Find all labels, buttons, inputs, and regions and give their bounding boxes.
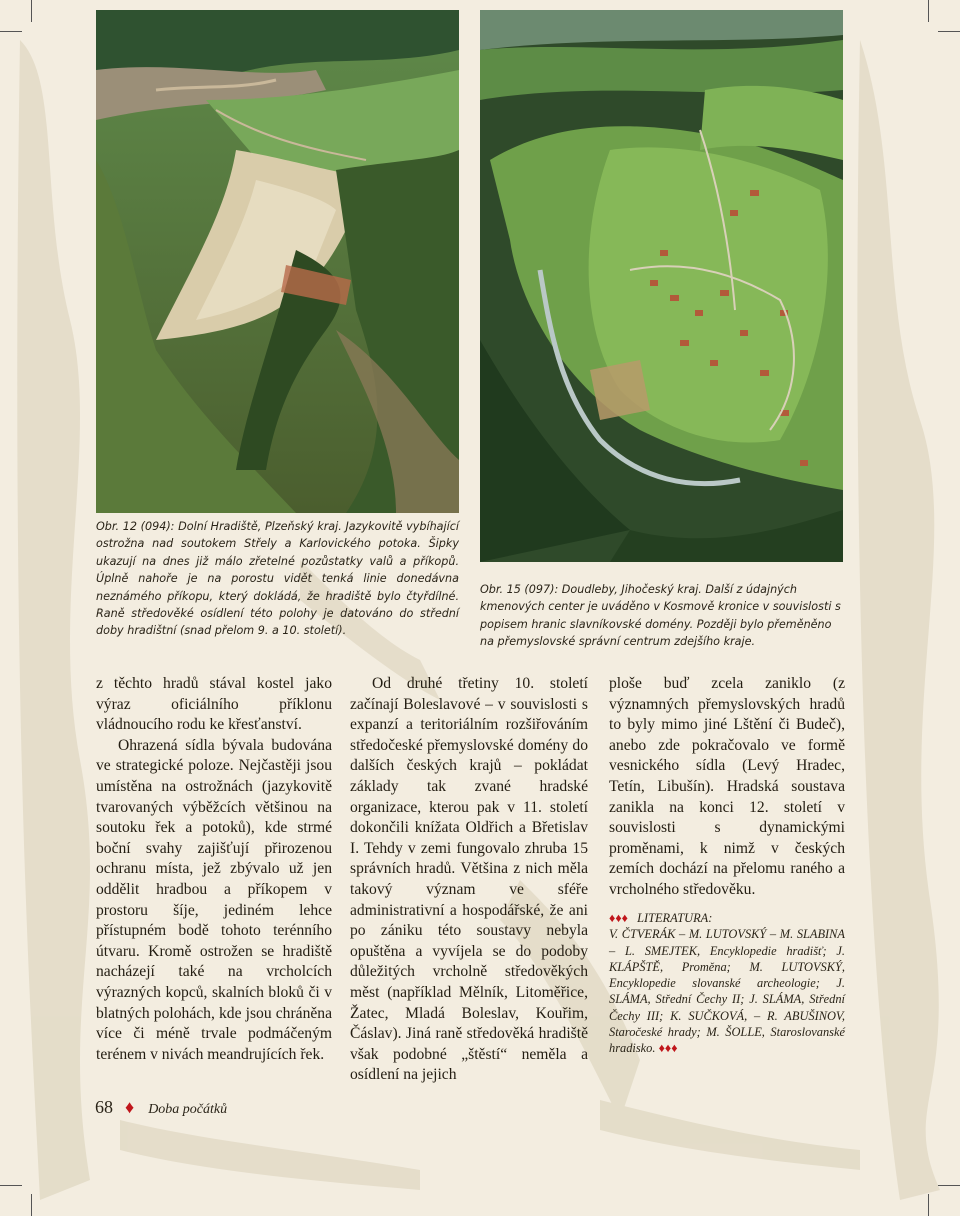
aerial-photo-doudleby	[480, 10, 843, 562]
paragraph: ploše buď zcela zaniklo (z významných přemyslovských hradů to byly mimo jiné Lštění či Budeč), anebo zde pokračovalo ve formě vesnického sídla (Levý Hradec, Tetín, Libušín). Hradská soustava zanikla na konci 12. století v souvislosti s dynamickými proměnami, k nimž v českých zemích dochází na přelomu raného a vrcholného středověku.	[609, 675, 845, 898]
literature-heading: LITERATURA:	[637, 911, 713, 925]
page-footer	[95, 1097, 227, 1118]
figure-caption-left: Obr. 12 (094): Dolní Hradiště, Plzeňský kraj. Jazykovitě vybíhající ostrožna nad soutokem Střely a Karlovického potoka. Šipky ukazují na dnes již málo zřetelné pozůstatky valů a příkopů. Úplně nahoře je na porostu vidět tenká linie donedávna neznámého příkopu, který dokládá, že hradiště bylo čtyřdílné. Raně středověké osídlení této polohy je datováno do střední doby hradištní (snad přelom 9. a 10. století).	[96, 520, 459, 638]
paragraph: Od druhé třetiny 10. století začínají Boleslavové – v souvislosti s expanzí a teritoriálním rozšiřováním středočeské přemyslovské domény do dalších českých krajů – pokládat základy tak zvané hradské organizace, kterou pak v 11. století dokončili knížata Oldřich a Břetislav I. Tehdy v zemi fungovalo zhruba 15 správních hradů. Většina z nich měla takový význam ve sféře administrativní a hospodářské, že ani po zániku této soustavy nebyla opuštěna a vyvíjela se do podoby důležitých vrcholně středověkých měst (například Mělník, Litoměřice, Žatec, Mladá Boleslav, Kouřim, Čáslav). Jiná raně středověká hradiště však podobné „štěstí“ neměla a osídlení na jejich	[350, 675, 588, 1084]
section-title: Doba počátků	[148, 1102, 228, 1117]
crop-mark	[31, 0, 32, 22]
crop-mark	[938, 1185, 960, 1186]
paragraph: z těchto hradů stával kostel jako výraz oficiálního příklonu vládnoucího rodu ke křesťanství.	[96, 675, 332, 734]
crop-mark	[938, 31, 960, 32]
crop-mark	[0, 1185, 22, 1186]
paragraph: Ohrazená sídla bývala budována ve strategické poloze. Nejčastěji jsou umístěna na ostrožnách (jazykovitě tvarovaných výběžcích většinou na soutoku řek a potoků), kde strmé boční svahy zajišťují přirozenou ochranu místa, jež zbývalo už jen oddělit hradbou a příkopem v prostoru šíje, jediném lehce přístupném bodě tohoto terénního útvaru. Kromě ostrožen se hradiště nacházejí také na vrcholcích výrazných kopců, skalních bloků či v blatných polohách, kde jsou chráněna více či méně trvale podmáčeným terénem v nivách meandrujících řek.	[96, 736, 332, 1063]
crop-mark	[31, 1194, 32, 1216]
literature-section	[609, 910, 845, 1057]
diamond-icon: ♦	[125, 1097, 135, 1117]
crop-mark	[0, 31, 22, 32]
page-number: 68	[95, 1097, 113, 1117]
text-column-3	[609, 674, 845, 901]
aerial-photo-dolni-hradiste	[96, 10, 459, 513]
crop-mark	[928, 0, 929, 22]
literature-text: V. ČTVERÁK – M. LUTOVSKÝ – M. SLABINA – L. SMEJTEK, Encyklopedie hradišť; J. KLÁPŠTĚ, Proměna; M. LUTOVSKÝ, Encyklopedie slovanské archeologie; J. SLÁMA, Střední Čechy II; J. SLÁMA, Střední Čechy III; K. SUČKOVÁ, – R. ABUŠINOV, Staročeské hrady; M. ŠOLLE, Staroslovanské hradisko.	[609, 927, 845, 1056]
crop-mark	[928, 1194, 929, 1216]
text-column-2	[350, 674, 588, 1086]
diamond-ornament-icon: ♦♦♦	[609, 911, 628, 925]
diamond-ornament-icon: ♦♦♦	[658, 1041, 678, 1056]
text-column-1	[96, 674, 332, 1065]
figure-caption-right: Obr. 15 (097): Doudleby, Jihočeský kraj. Další z údajných kmenových center je uváděno v Kosmově kronice v souvislosti s popisem hranic slavníkovské domény. Později bylo přeměněno na přemyslovské správní centrum zdejšího kraje.	[480, 583, 841, 649]
